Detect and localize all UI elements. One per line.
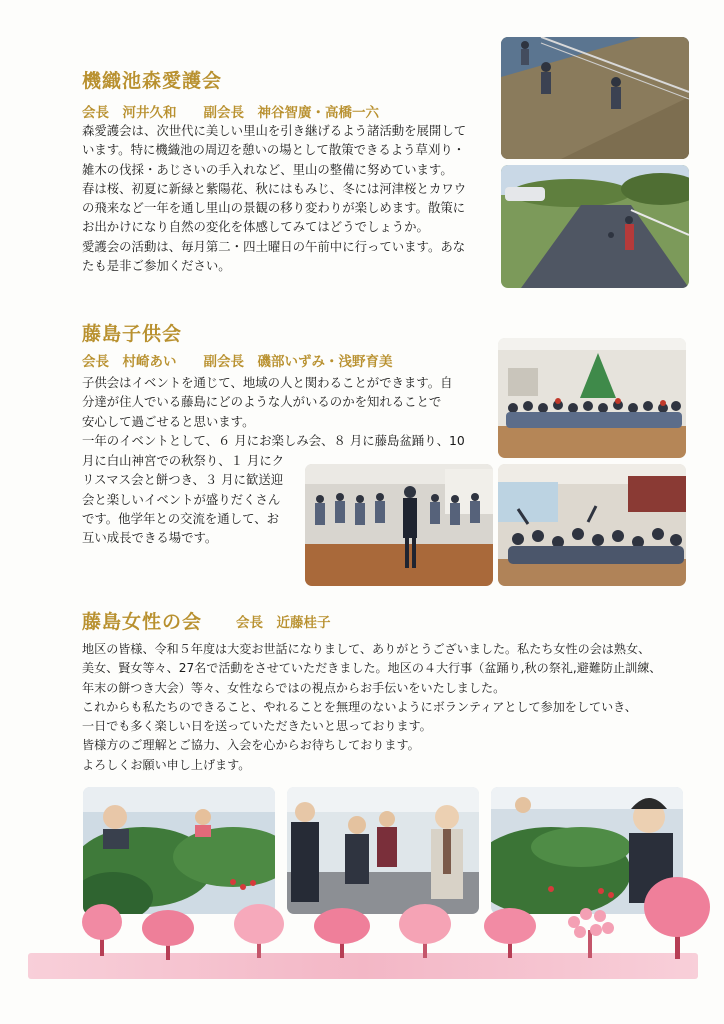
cherry-tree-icon [560,904,620,958]
children-officers: 会長 村崎あい 副会長 磯部いずみ・浅野育美 [82,354,393,370]
strawberry-picking-photo-2 [287,787,479,914]
women-body [82,640,708,775]
women-line: これからも私たちのできること、やれることを無理のないようにボランティアとして参加をしていき、 [82,699,637,714]
children-line: 会と楽しいイベントが盛りだくさん [82,491,281,507]
forest-body [82,121,496,275]
christmas-party-group-photo [498,338,686,458]
children-body-bottom [82,451,304,547]
women-line: 地区の皆様、令和５年度は大変お世話になりまして、ありがとうございました。私たち女性の会は熟女、 [82,642,651,656]
hall-event-photo [498,464,686,586]
forest-slope-mowing-photo [501,37,689,159]
women-line: 皆様方のご理解とご協力、入会を心からお待ちしております。 [82,738,420,753]
children-line: リスマス会と餅つき、３ 月に歓送迎 [82,472,284,488]
forest-line: お出かけになり自然の変化を体感してみてはどうでしょうか。 [82,219,429,235]
children-section-title: 藤島子供会 [82,323,183,345]
children-line: です。他学年との交流を通して、お [82,510,280,526]
cherry-tree-icon [231,902,287,958]
forest-line: の飛来など一年を通し里山の景観の移り変わりが楽しめます。散策に [82,200,466,216]
women-line: 一日でも多く楽しい日を送っていただきたいと思っております。 [82,719,432,734]
forest-officers: 会長 河井久和 副会長 神谷智廣・高橋一六 [82,105,379,121]
forest-line: います。特に機織池の周辺を憩いの場として散策できるよう草刈り・ [82,142,466,158]
children-line: 一年のイベントとして、６ 月にお楽しみ会、８ 月に藤島盆踊り、10 [82,432,465,448]
forest-line: 森愛護会は、次世代に美しい里山を引き継げるよう諸活動を展開して [82,123,467,138]
forest-line: たも是非ご参加ください。 [82,258,231,274]
forest-path-mowing-photo [501,165,689,288]
forest-line: 春は桜、初夏に新緑と紫陽花、秋にはもみじ、冬には河津桜とカワウ [82,180,467,196]
women-section-title: 藤島女性の会 [82,611,203,633]
forest-section-title: 機織池森愛護会 [82,70,223,92]
children-line: 月に白山神宮での秋祭り、１ 月にク [82,453,285,468]
women-officers: 会長 近藤桂子 [236,615,331,631]
cherry-tree-icon [80,900,124,958]
children-body-top [82,373,496,450]
children-line: 安心して過ごせると思います。 [82,413,255,429]
women-line: 年末の餅つき大会）等々、女性ならではの視点からお手伝いをいたしました。 [82,680,506,695]
cherry-tree-icon [396,902,454,958]
women-line: よろしくお願い申し上げます。 [82,757,251,772]
gym-dance-photo [305,464,493,586]
cherry-tree-icon [140,906,196,960]
children-line: 分達が住人でいる藤島にどのような人がいるのかを知れることで [82,394,442,410]
cherry-tree-icon [642,873,712,959]
children-line: 互い成長できる場です。 [82,530,218,546]
cherry-tree-icon [312,904,372,958]
children-line: 子供会はイベントを通じて、地域の人と関わることができます。自 [82,375,453,390]
women-line: 美女、賢女等々、27名で活動をさせていただきました。地区の４大行事（盆踊り,秋の祭礼,避難防止訓練、 [82,661,662,676]
strawberry-picking-photo-1 [83,787,275,914]
forest-line: 雑木の伐採・あじさいの手入れなど、里山の整備に努めています。 [82,161,453,177]
cherry-tree-icon [482,904,538,958]
forest-line: 愛護会の活動は、毎月第二・四土曜日の午前中に行っています。あな [82,238,466,254]
